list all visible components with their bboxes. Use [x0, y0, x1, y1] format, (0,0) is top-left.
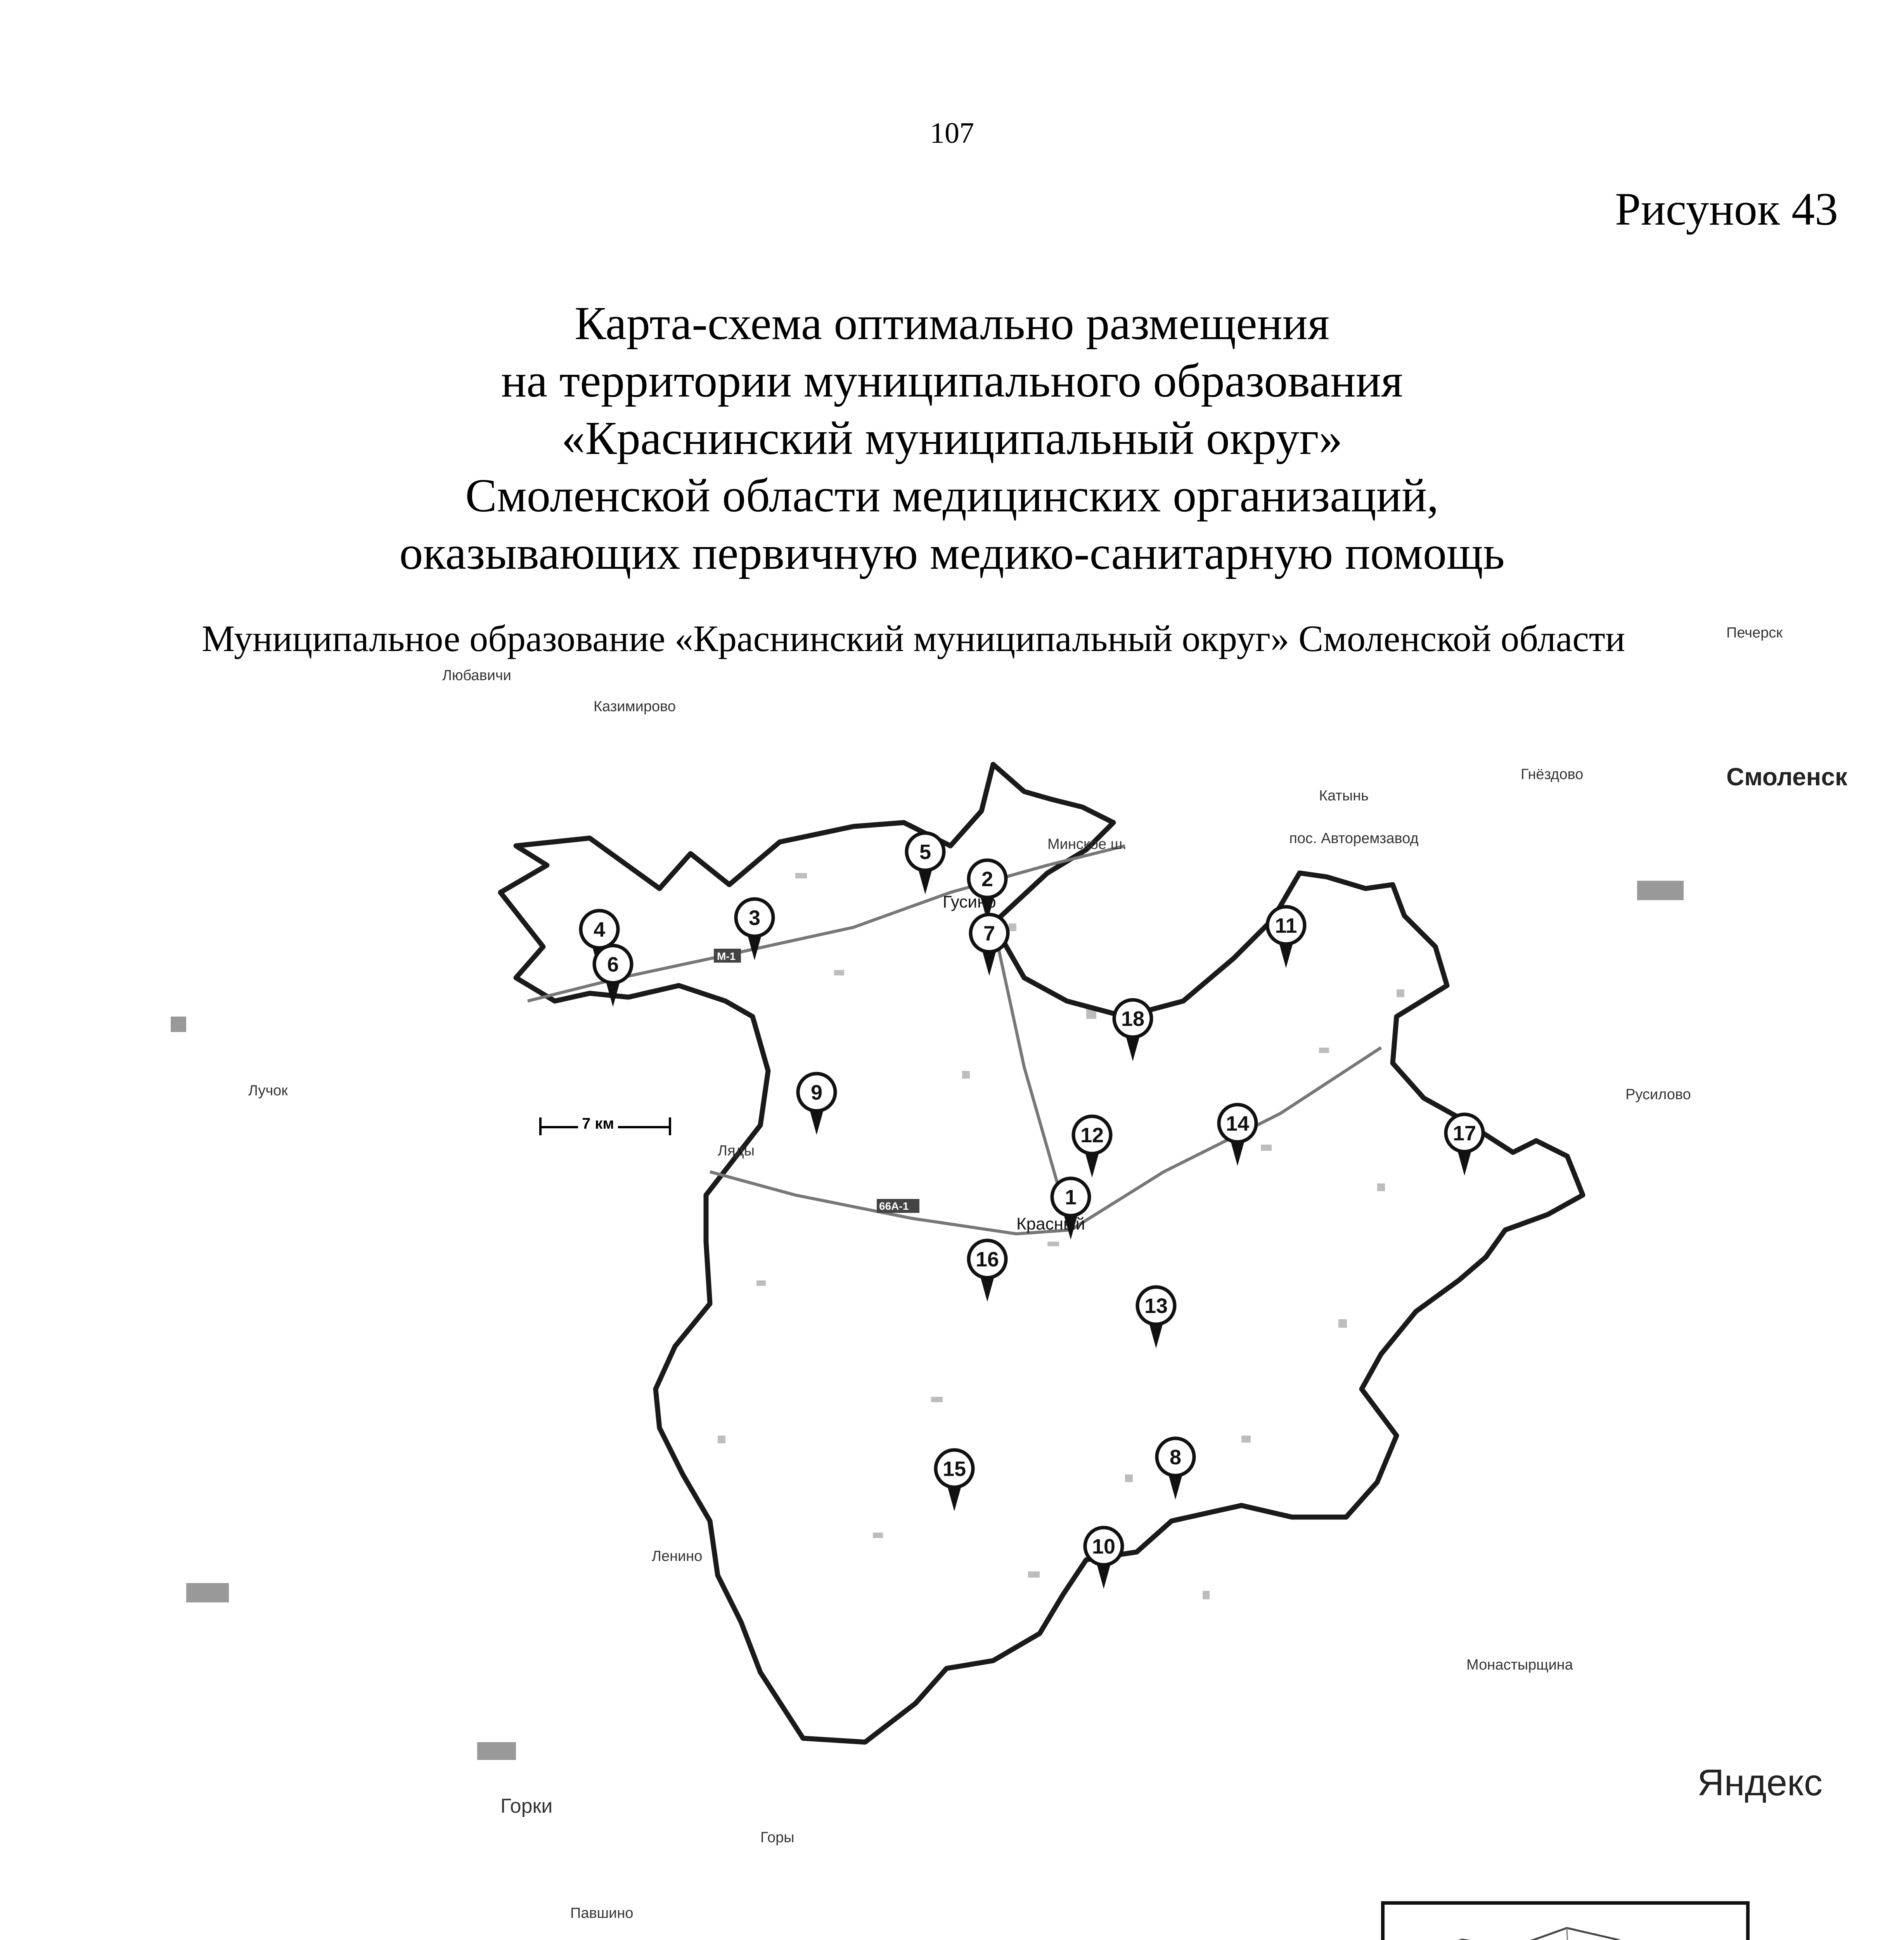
place-label: Гусино: [943, 892, 996, 911]
svg-text:15: 15: [942, 1457, 966, 1481]
settlement-texture: [718, 873, 1404, 1599]
scale-bar: [539, 1117, 671, 1133]
svg-text:8: 8: [1169, 1446, 1182, 1469]
facility-marker-14: [1219, 1105, 1256, 1166]
title-line: Карта-схема оптимально размещения: [574, 297, 1330, 350]
facility-marker-8: [1157, 1438, 1194, 1500]
svg-text:9: 9: [810, 1081, 823, 1104]
svg-text:11: 11: [1275, 914, 1297, 937]
facility-marker-11: [1267, 907, 1305, 968]
page-number: 107: [930, 117, 974, 149]
scale-label: 7 км: [578, 1115, 618, 1133]
svg-text:16: 16: [975, 1248, 999, 1271]
svg-text:4: 4: [593, 918, 606, 941]
place-label: Красный: [1016, 1214, 1085, 1233]
title-line: «Краснинский муниципальный округ»: [561, 412, 1343, 464]
svg-text:10: 10: [1092, 1535, 1116, 1558]
place-label: Русилово: [1625, 1086, 1691, 1103]
map-shield: [186, 1583, 229, 1602]
facility-marker-5: [907, 833, 944, 894]
svg-text:2: 2: [981, 868, 994, 891]
road-label-m1: М-1: [717, 950, 736, 962]
place-label: пос. Авторемзавод: [1289, 830, 1419, 847]
map-subtitle: Муниципальное образование «Краснинский муниципальный округ» Смоленской области: [202, 618, 1625, 659]
svg-text:13: 13: [1144, 1294, 1168, 1318]
title-line: на территории муниципального образования: [501, 355, 1403, 407]
map-shield: [1637, 881, 1684, 900]
svg-text:6: 6: [607, 953, 619, 976]
facility-marker-17: [1446, 1114, 1483, 1176]
place-label: Горки: [500, 1795, 553, 1817]
place-label: Катынь: [1319, 788, 1369, 804]
facility-marker-10: [1085, 1528, 1122, 1589]
title-line: оказывающих первичную медико-санитарную помощь: [399, 527, 1505, 579]
place-label: Горы: [760, 1829, 794, 1846]
place-label: Печерск: [1726, 625, 1783, 641]
place-label: Гнёздово: [1521, 766, 1584, 783]
place-label: Минское ш.: [1047, 836, 1127, 852]
facility-marker-2: [969, 860, 1006, 922]
place-label: Павшино: [570, 1905, 634, 1921]
svg-text:3: 3: [748, 906, 761, 930]
figure-label: Рисунок 43: [1615, 183, 1838, 235]
facility-marker-13: [1137, 1287, 1175, 1348]
title-line: Смоленской области медицинских организаций,: [465, 469, 1439, 522]
map-shield: [477, 1742, 516, 1760]
map-shield: [171, 1017, 186, 1032]
facility-marker-12: [1073, 1116, 1111, 1178]
svg-text:18: 18: [1121, 1007, 1145, 1031]
facility-marker-15: [936, 1450, 973, 1511]
facility-marker-18: [1114, 1000, 1151, 1061]
facility-markers: [581, 833, 1483, 1589]
facility-marker-9: [798, 1074, 835, 1135]
place-label: Ленино: [652, 1548, 703, 1564]
svg-text:12: 12: [1080, 1124, 1104, 1147]
place-label: Казимирово: [594, 698, 676, 715]
facility-marker-16: [969, 1240, 1006, 1302]
smolensk-region-outline: [1400, 1928, 1726, 1940]
place-label: Смоленск: [1726, 763, 1847, 791]
svg-text:1: 1: [1065, 1186, 1077, 1209]
svg-text:14: 14: [1225, 1112, 1250, 1135]
region-outline: [1385, 1905, 1746, 1940]
locator-inset-map: [1381, 1901, 1750, 1940]
place-label: Лучок: [248, 1083, 288, 1099]
district-boundary: [500, 764, 1583, 1742]
place-label: Ляды: [718, 1143, 755, 1159]
svg-text:7: 7: [983, 922, 995, 945]
svg-text:5: 5: [919, 840, 931, 864]
yandex-logo: Яндекс: [1697, 1762, 1823, 1803]
place-label: Любавичи: [442, 667, 511, 684]
svg-text:17: 17: [1452, 1122, 1476, 1145]
place-label: Монастырщина: [1466, 1657, 1573, 1673]
road-label-66a1: 66А-1: [879, 1200, 909, 1212]
